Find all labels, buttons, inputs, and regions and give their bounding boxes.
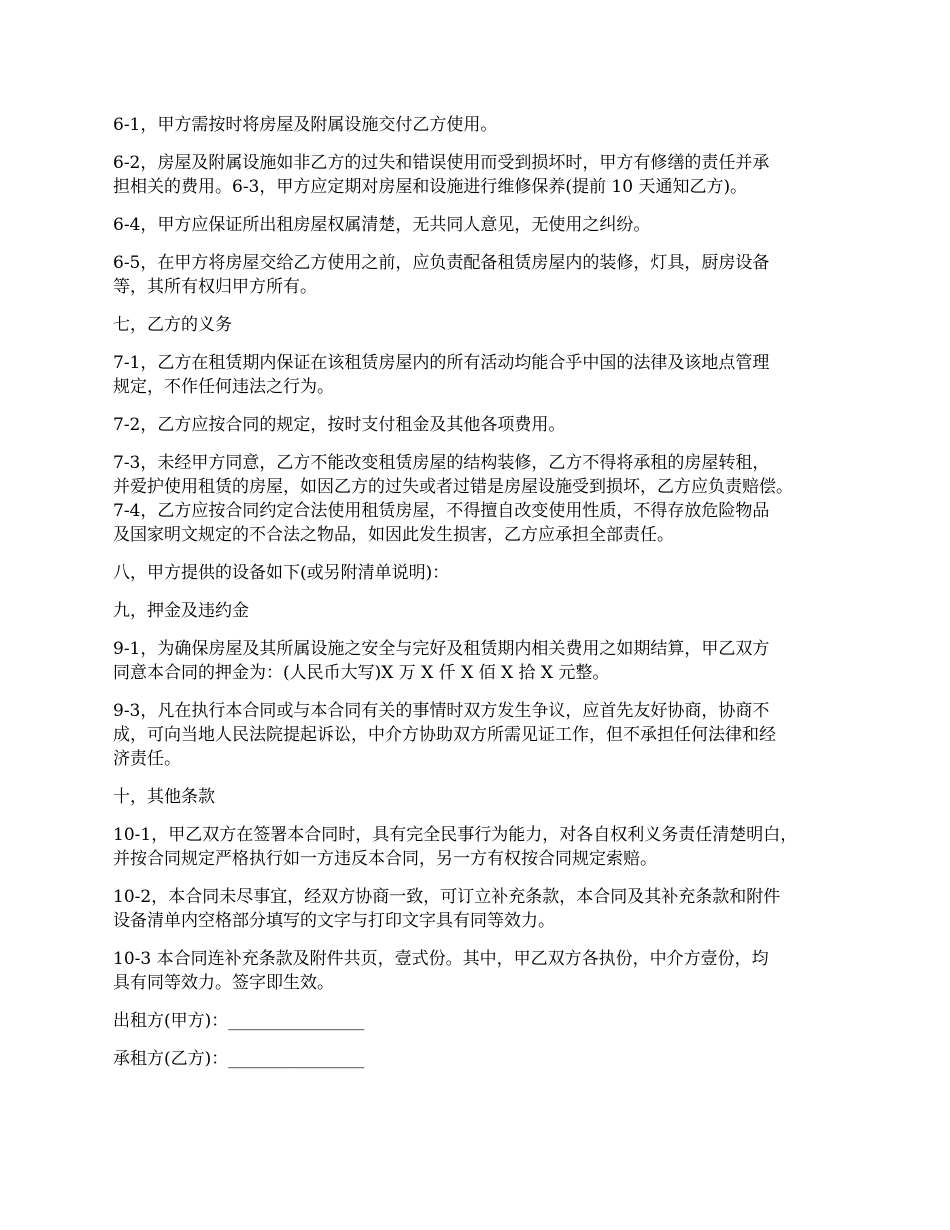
paragraph-line: 担相关的费用。6-3，甲方应定期对房屋和设施进行维修保养(提前 10 天通知乙方)。 bbox=[113, 177, 748, 197]
paragraph-line: 6-2，房屋及附属设施如非乙方的过失和错误使用而受到损坏时，甲方有修缮的责任并承 bbox=[113, 153, 770, 173]
paragraph-p-7-1 bbox=[113, 351, 858, 399]
paragraph-line: 6-4，甲方应保证所出租房屋权属清楚，无共同人意见，无使用之纠纷。 bbox=[113, 215, 651, 235]
paragraph-line: 同意本合同的押金为：(人民币大写)X 万 X 仟 X 佰 X 拾 X 元整。 bbox=[113, 663, 610, 683]
paragraph-line: 6-5，在甲方将房屋交给乙方使用之前，应负责配备租赁房屋内的装修，灯具，厨房设备 bbox=[113, 253, 770, 273]
paragraph-line: 成，可向当地人民法院提起诉讼，中介方协助双方所需见证工作，但不承担任何法律和经 bbox=[113, 725, 776, 745]
paragraph-h-10 bbox=[113, 785, 858, 809]
paragraph-line: 等，其所有权归甲方所有。 bbox=[113, 277, 317, 297]
contract-body bbox=[113, 113, 858, 1085]
paragraph-p-7-3 bbox=[113, 451, 858, 499]
paragraph-line: 及国家明文规定的不合法之物品，如因此发生损害，乙方应承担全部责任。 bbox=[113, 525, 674, 545]
paragraph-p-10-3 bbox=[113, 947, 858, 995]
paragraph-line: 10-1，甲乙双方在签署本合同时，具有完全民事行为能力，对各自权利义务责任清楚明白， bbox=[113, 825, 798, 845]
signature-line-lessee: 承租方(乙方)：________________ bbox=[113, 1049, 365, 1069]
paragraph-p-9-1 bbox=[113, 637, 858, 685]
paragraph-line: 设备清单内空格部分填写的文字与打印文字具有同等效力。 bbox=[113, 911, 555, 931]
paragraph-line: 并爱护使用租赁的房屋，如因乙方的过失或者过错是房屋设施受到损坏，乙方应负责赔偿。 bbox=[113, 477, 793, 497]
paragraph-p-7-2 bbox=[113, 413, 858, 437]
paragraph-line: 十，其他条款 bbox=[113, 787, 215, 807]
paragraph-line: 具有同等效力。签字即生效。 bbox=[113, 973, 334, 993]
paragraph-p-7-4 bbox=[113, 499, 858, 547]
paragraph-line: 9-1，为确保房屋及其所属设施之安全与完好及租赁期内相关费用之如期结算，甲乙双方 bbox=[113, 639, 770, 659]
paragraph-line: 7-2，乙方应按合同的规定，按时支付租金及其他各项费用。 bbox=[113, 415, 566, 435]
paragraph-p-6-4 bbox=[113, 213, 858, 237]
paragraph-line: 八，甲方提供的设备如下(或另附清单说明)： bbox=[113, 563, 450, 583]
paragraph-line: 济责任。 bbox=[113, 749, 181, 769]
paragraph-line: 七，乙方的义务 bbox=[113, 315, 232, 335]
paragraph-line: 10-3 本合同连补充条款及附件共页，壹式份。其中，甲乙双方各执份，中介方壹份，均 bbox=[113, 949, 769, 969]
paragraph-line: 九，押金及违约金 bbox=[113, 601, 249, 621]
paragraph-p-6-1 bbox=[113, 113, 858, 137]
paragraph-p-10-1 bbox=[113, 823, 858, 871]
paragraph-line: 规定，不作任何违法之行为。 bbox=[113, 377, 334, 397]
paragraph-line: 7-1，乙方在租赁期内保证在该租赁房屋内的所有活动均能合乎中国的法律及该地点管理 bbox=[113, 353, 770, 373]
paragraph-h-9 bbox=[113, 599, 858, 623]
paragraph-p-6-5 bbox=[113, 251, 858, 299]
paragraph-h-8 bbox=[113, 561, 858, 585]
paragraph-line: 7-3，未经甲方同意，乙方不能改变租赁房屋的结构装修，乙方不得将承租的房屋转租， bbox=[113, 453, 770, 473]
paragraph-p-9-3 bbox=[113, 699, 858, 771]
paragraph-p-6-2 bbox=[113, 151, 858, 199]
paragraph-p-10-2 bbox=[113, 885, 858, 933]
paragraph-line: 10-2，本合同未尽事宜，经双方协商一致，可订立补充条款，本合同及其补充条款和附件 bbox=[113, 887, 781, 907]
paragraph-line: 6-1，甲方需按时将房屋及附属设施交付乙方使用。 bbox=[113, 115, 498, 135]
paragraph-h-7 bbox=[113, 313, 858, 337]
paragraph-line: 并按合同规定严格执行如一方违反本合同，另一方有权按合同规定索赔。 bbox=[113, 849, 657, 869]
paragraph-line: 9-3，凡在执行本合同或与本合同有关的事情时双方发生争议，应首先友好协商，协商不 bbox=[113, 701, 770, 721]
paragraph-line: 7-4，乙方应按合同约定合法使用租赁房屋，不得擅自改变使用性质，不得存放危险物品 bbox=[113, 501, 770, 521]
signature-line-lessor: 出租方(甲方)：________________ bbox=[113, 1011, 365, 1031]
